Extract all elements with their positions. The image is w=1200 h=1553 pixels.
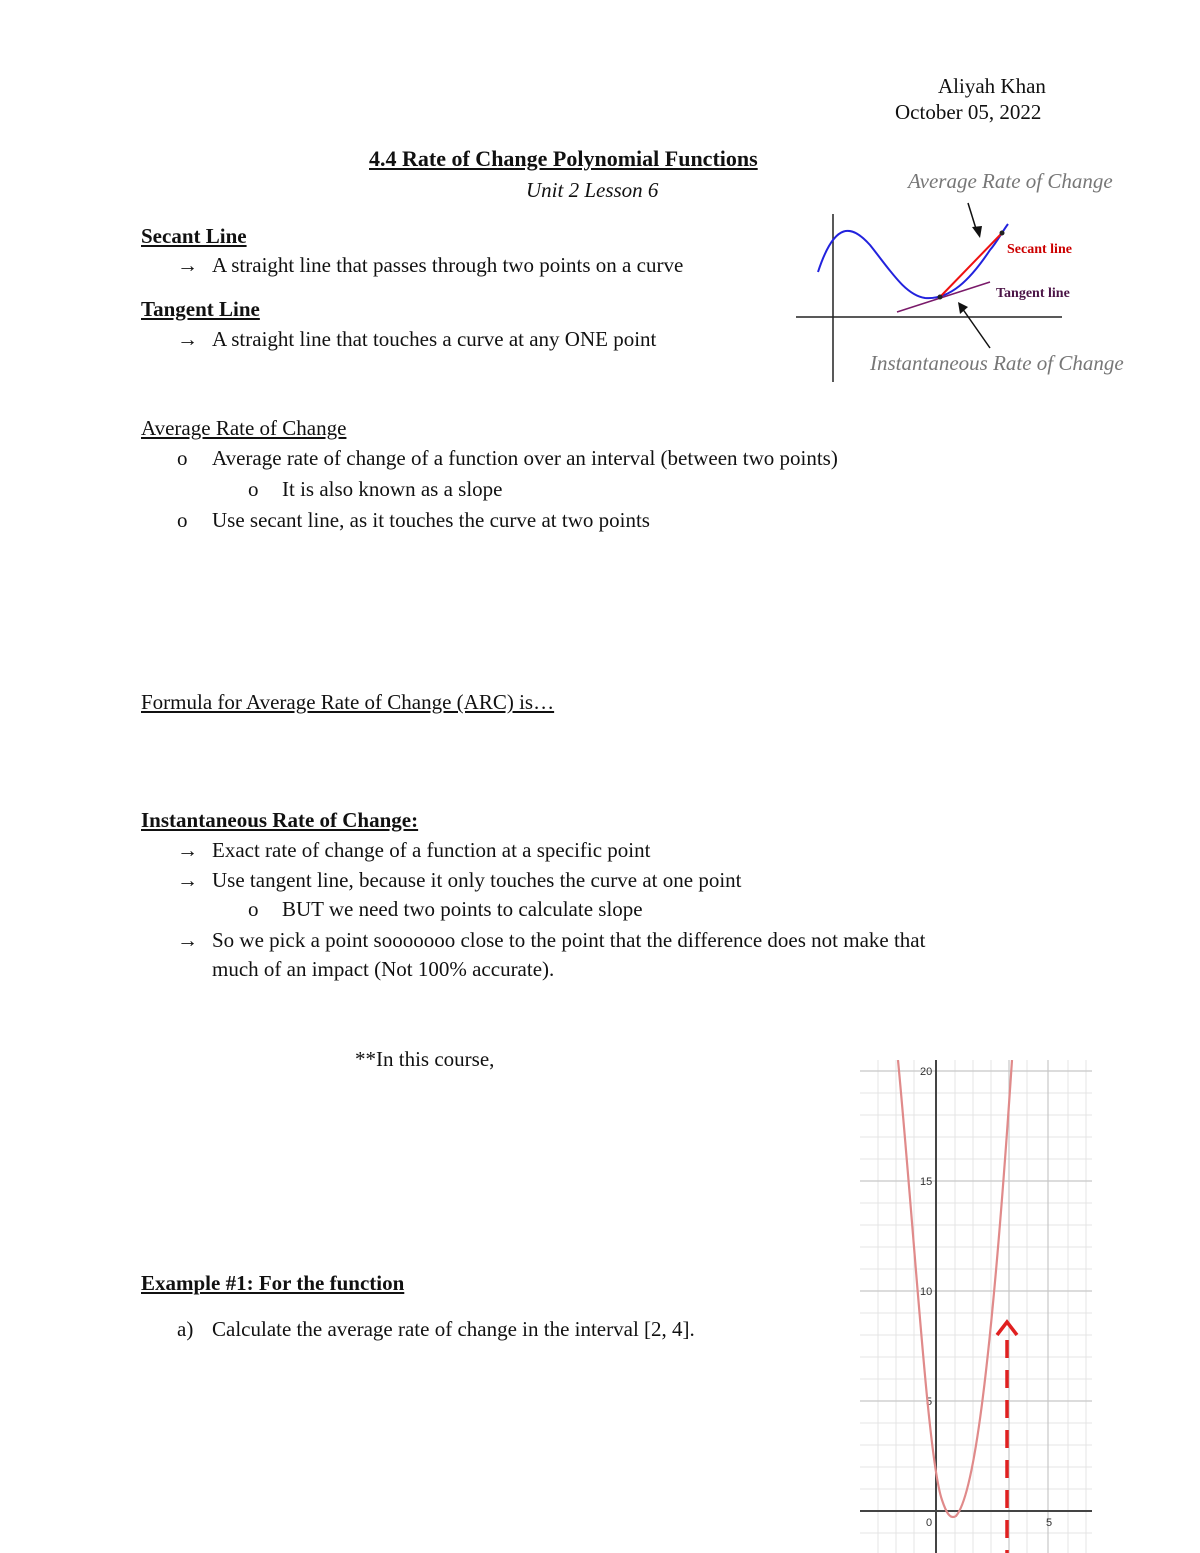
irc-item: So we pick a point sooooooo close to the point that the difference does not make that [212, 928, 926, 952]
diagram-tangent-line [897, 282, 990, 312]
author-name: Aliyah Khan [938, 74, 1046, 98]
irc-item: Exact rate of change of a function at a specific point [212, 838, 651, 862]
arrow-icon: → [177, 868, 198, 892]
diagram-tangent-label: Tangent line [996, 286, 1070, 301]
diagram-pointer-arrow [962, 308, 990, 348]
arc-item: Average rate of change of a function over an interval (between two points) [212, 446, 838, 470]
arrowhead-icon [997, 1322, 1017, 1335]
bullet-icon: o [177, 446, 188, 470]
arrow-icon: → [177, 253, 198, 277]
irc-heading: Instantaneous Rate of Change: [141, 808, 419, 832]
secant-heading: Secant Line [141, 224, 247, 248]
diagram-point [938, 295, 943, 300]
irc-subitem: BUT we need two points to calculate slope [282, 897, 643, 921]
date: October 05, 2022 [895, 100, 1042, 124]
arc-item: Use secant line, as it touches the curve at two points [212, 508, 650, 532]
bullet-icon: o [177, 508, 188, 532]
y-tick-label: 5 [926, 1396, 933, 1408]
graph-minor-grid [860, 1060, 1092, 1553]
page-title: 4.4 Rate of Change Polynomial Functions [369, 146, 758, 171]
example-part-a-label: a) [177, 1317, 194, 1341]
bullet-icon: o [248, 897, 259, 921]
irc-item-continuation: much of an impact (Not 100% accurate). [212, 957, 555, 981]
graph-major-grid [860, 1060, 1092, 1553]
arrowhead-icon [972, 226, 982, 238]
diagram-secant-label: Secant line [1007, 242, 1072, 257]
y-tick-label: 20 [920, 1066, 933, 1078]
arrowhead-icon [958, 302, 968, 314]
secant-tangent-diagram [790, 200, 1080, 385]
diagram-average-label: Average Rate of Change [908, 169, 1113, 193]
arc-formula-heading: Formula for Average Rate of Change (ARC) is… [141, 690, 555, 714]
page-subtitle: Unit 2 Lesson 6 [526, 178, 659, 202]
arc-subitem: It is also known as a slope [282, 477, 503, 501]
y-tick-label: 15 [920, 1176, 933, 1188]
arrow-icon: → [177, 327, 198, 351]
example-heading: Example #1: For the function [141, 1271, 405, 1295]
secant-definition: A straight line that passes through two points on a curve [212, 253, 684, 277]
example-part-a-text: Calculate the average rate of change in the interval [2, 4]. [212, 1317, 695, 1341]
arrow-icon: → [177, 928, 198, 952]
tangent-heading: Tangent Line [141, 297, 260, 321]
diagram-point [1000, 231, 1005, 236]
arrow-icon: → [177, 838, 198, 862]
diagram-instantaneous-label: Instantaneous Rate of Change [870, 351, 1124, 375]
course-note: **In this course, [355, 1047, 495, 1071]
bullet-icon: o [248, 477, 259, 501]
x-tick-label: 5 [1046, 1517, 1053, 1529]
arc-heading: Average Rate of Change [141, 416, 347, 440]
y-tick-label: 0 [926, 1517, 933, 1529]
tangent-definition: A straight line that touches a curve at any ONE point [212, 327, 657, 351]
irc-item: Use tangent line, because it only touches the curve at one point [212, 868, 742, 892]
y-tick-label: 10 [920, 1286, 933, 1298]
parabola-graph [860, 1060, 1092, 1553]
